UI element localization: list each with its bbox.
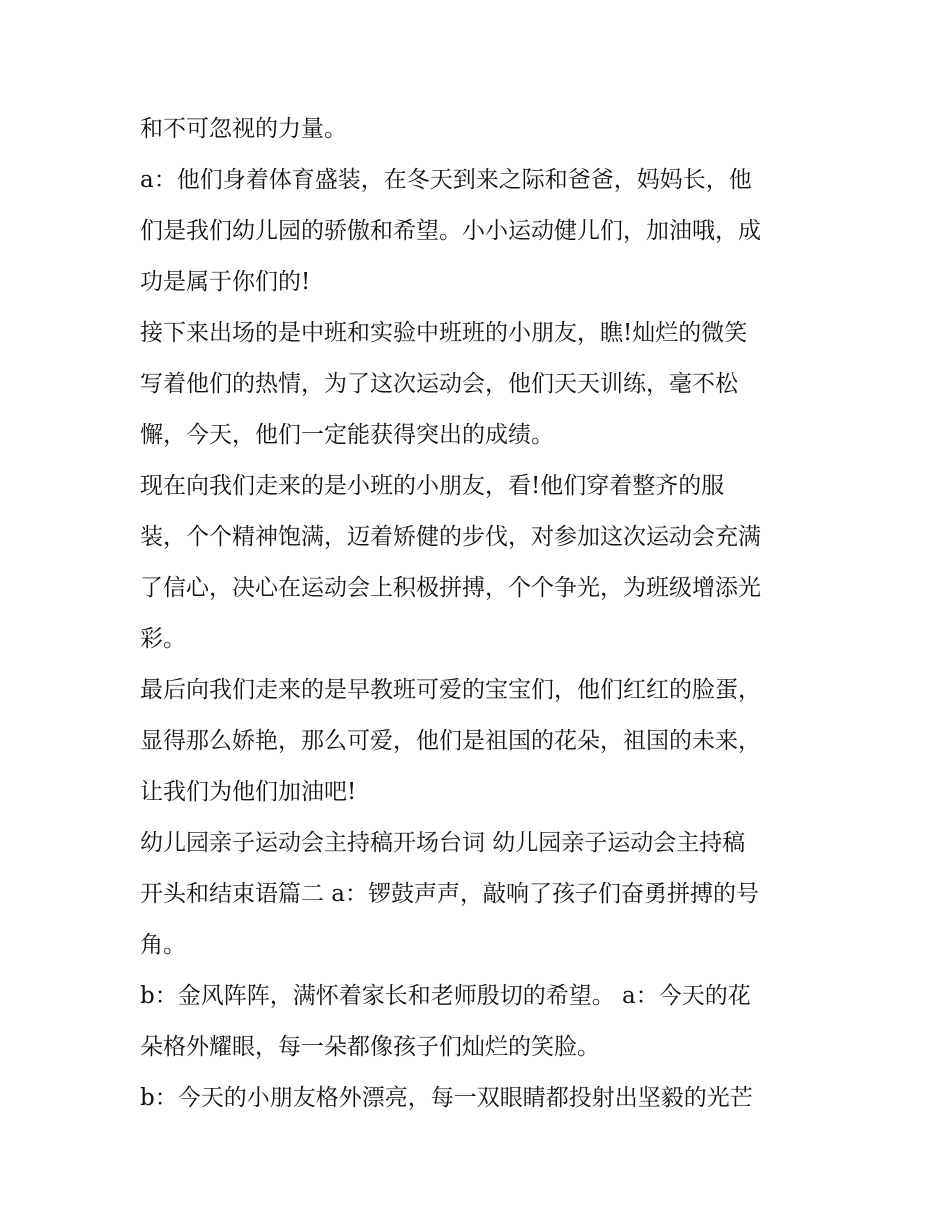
text-line: 最后向我们走来的是早教班可爱的宝宝们，他们红红的脸蛋， (140, 677, 761, 703)
text-line: b：金风阵阵，满怀着家长和老师殷切的希望。 a：今天的花 (140, 983, 751, 1009)
text-line: 们是我们幼儿园的骄傲和希望。小小运动健儿们，加油哦，成 (140, 218, 761, 244)
text-line: 让我们为他们加油吧! (140, 779, 357, 805)
text-line: 和不可忽视的力量。 (140, 116, 347, 142)
text-line: 显得那么娇艳，那么可爱，他们是祖国的花朵，祖国的未来， (140, 728, 761, 754)
text-line: a：他们身着体育盛装，在冬天到来之际和爸爸，妈妈长，他 (140, 167, 752, 193)
text-line: 幼儿园亲子运动会主持稿开场台词 幼儿园亲子运动会主持稿 (140, 830, 746, 856)
text-line: 接下来出场的是中班和实验中班班的小朋友，瞧!灿烂的微笑 (140, 320, 748, 346)
document-body (140, 104, 830, 1124)
text-line: b：今天的小朋友格外漂亮，每一双眼睛都投射出坚毅的光芒 (140, 1085, 753, 1111)
text-line: 装，个个精神饱满，迈着矫健的步伐，对参加这次运动会充满 (140, 524, 761, 550)
text-line: 角。 (140, 932, 186, 958)
text-line: 朵格外耀眼，每一朵都像孩子们灿烂的笑脸。 (140, 1034, 600, 1060)
text-line: 懈，今天，他们一定能获得突出的成绩。 (140, 422, 554, 448)
text-line: 功是属于你们的! (140, 269, 311, 295)
text-line: 了信心，决心在运动会上积极拼搏，个个争光，为班级增添光 (140, 575, 761, 601)
text-line: 开头和结束语篇二 a：锣鼓声声，敲响了孩子们奋勇拼搏的号 (140, 881, 760, 907)
text-line: 现在向我们走来的是小班的小朋友，看!他们穿着整齐的服 (140, 473, 725, 499)
text-line: 彩。 (140, 626, 186, 652)
text-line: 写着他们的热情，为了这次运动会，他们天天训练，毫不松 (140, 371, 738, 397)
